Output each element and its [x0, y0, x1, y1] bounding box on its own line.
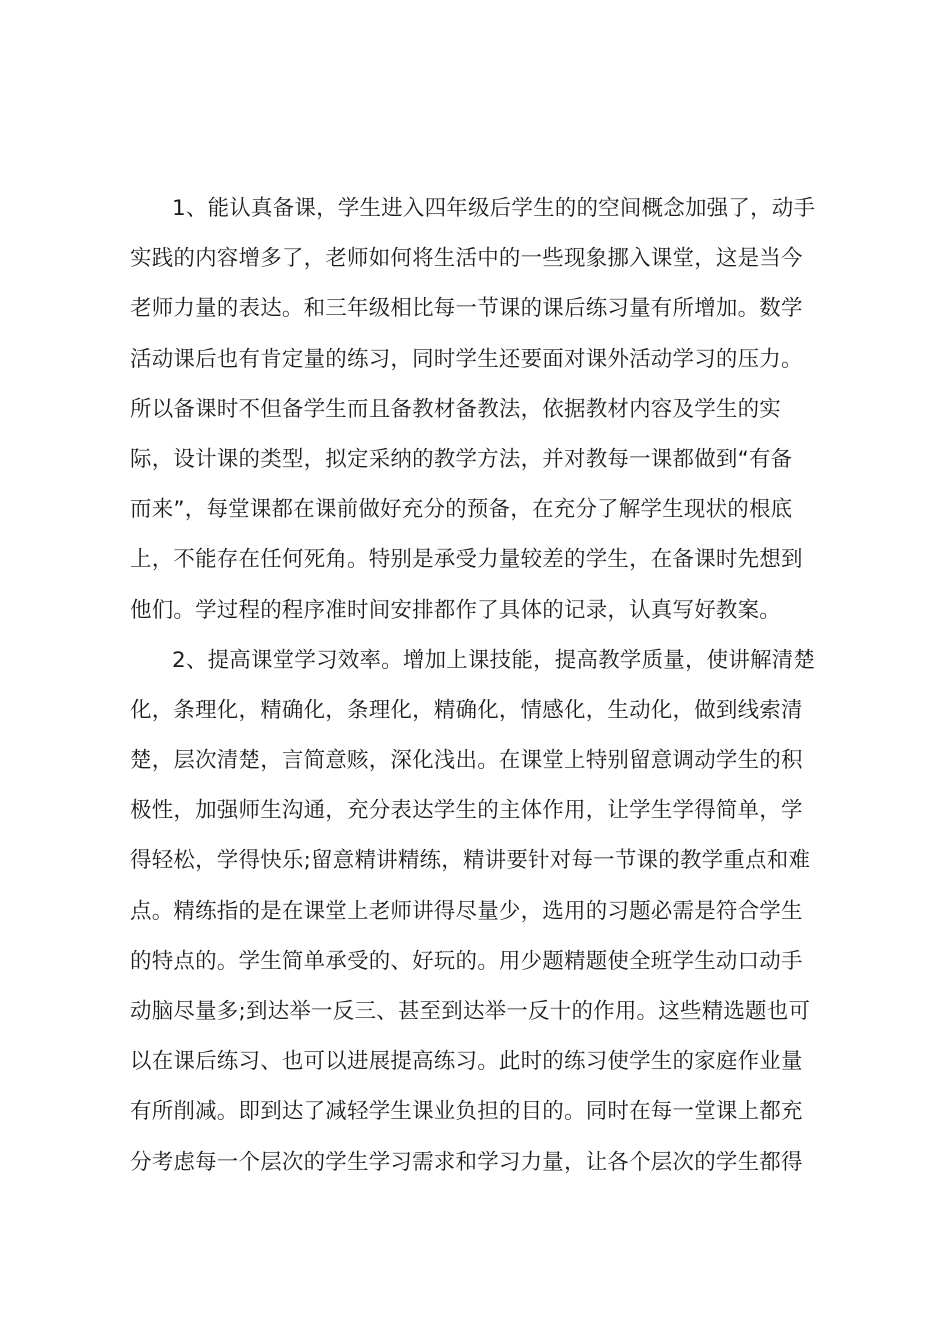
- paragraph-line: 1、能认真备课，学生进入四年级后学生的的空间概念加强了，动手: [172, 196, 816, 221]
- paragraph-line: 2、提高课堂学习效率。增加上课技能，提高教学质量，使讲解清楚: [172, 647, 816, 673]
- paragraph-line: 上，不能存在任何死角。特别是承受力量较差的学生，在备课时先想到: [130, 547, 803, 573]
- paragraph-2: [130, 636, 830, 1188]
- paragraph-line: 化，条理化，精确化，条理化，精确化，情感化，生动化，做到线索清: [130, 697, 803, 723]
- paragraph-line: 极性，加强师生沟通，充分表达学生的主体作用，让学生学得简单，学: [130, 798, 803, 824]
- paragraph-line: 以在课后练习、也可以进展提高练习。此时的练习使学生的家庭作业量: [130, 1049, 803, 1075]
- paragraph-line: 活动课后也有肯定量的练习，同时学生还要面对课外活动学习的压力。: [130, 346, 803, 372]
- paragraph-line: 点。精练指的是在课堂上老师讲得尽量少，选用的习题必需是符合学生: [130, 898, 803, 924]
- document-body: [130, 184, 830, 1188]
- paragraph-line: 有所削减。即到达了减轻学生课业负担的目的。同时在每一堂课上都充: [130, 1099, 803, 1125]
- paragraph-line: 所以备课时不但备学生而且备教材备教法，依据教材内容及学生的实: [130, 396, 782, 422]
- paragraph-line: 际，设计课的类型，拟定采纳的教学方法，并对教每一课都做到“有备: [130, 446, 793, 472]
- paragraph-line: 实践的内容增多了，老师如何将生活中的一些现象挪入课堂，这是当今: [130, 246, 803, 272]
- paragraph-line: 得轻松，学得快乐;留意精讲精练，精讲要针对每一节课的教学重点和难: [130, 848, 811, 874]
- paragraph-line: 楚，层次清楚，言简意赅，深化浅出。在课堂上特别留意调动学生的积: [130, 748, 803, 774]
- paragraph-line: 分考虑每一个层次的学生学习需求和学习力量，让各个层次的学生都得: [130, 1149, 803, 1175]
- paragraph-1: [130, 184, 830, 636]
- paragraph-line: 而来”，每堂课都在课前做好充分的预备，在充分了解学生现状的根底: [130, 497, 793, 523]
- paragraph-line: 老师力量的表达。和三年级相比每一节课的课后练习量有所增加。数学: [130, 296, 803, 322]
- paragraph-line: 他们。学过程的程序准时间安排都作了具体的记录，认真写好教案。: [130, 597, 782, 623]
- paragraph-line: 动脑尽量多;到达举一反三、甚至到达举一反十的作用。这些精选题也可: [130, 999, 811, 1024]
- paragraph-line: 的特点的。学生简单承受的、好玩的。用少题精题使全班学生动口动手: [130, 948, 803, 974]
